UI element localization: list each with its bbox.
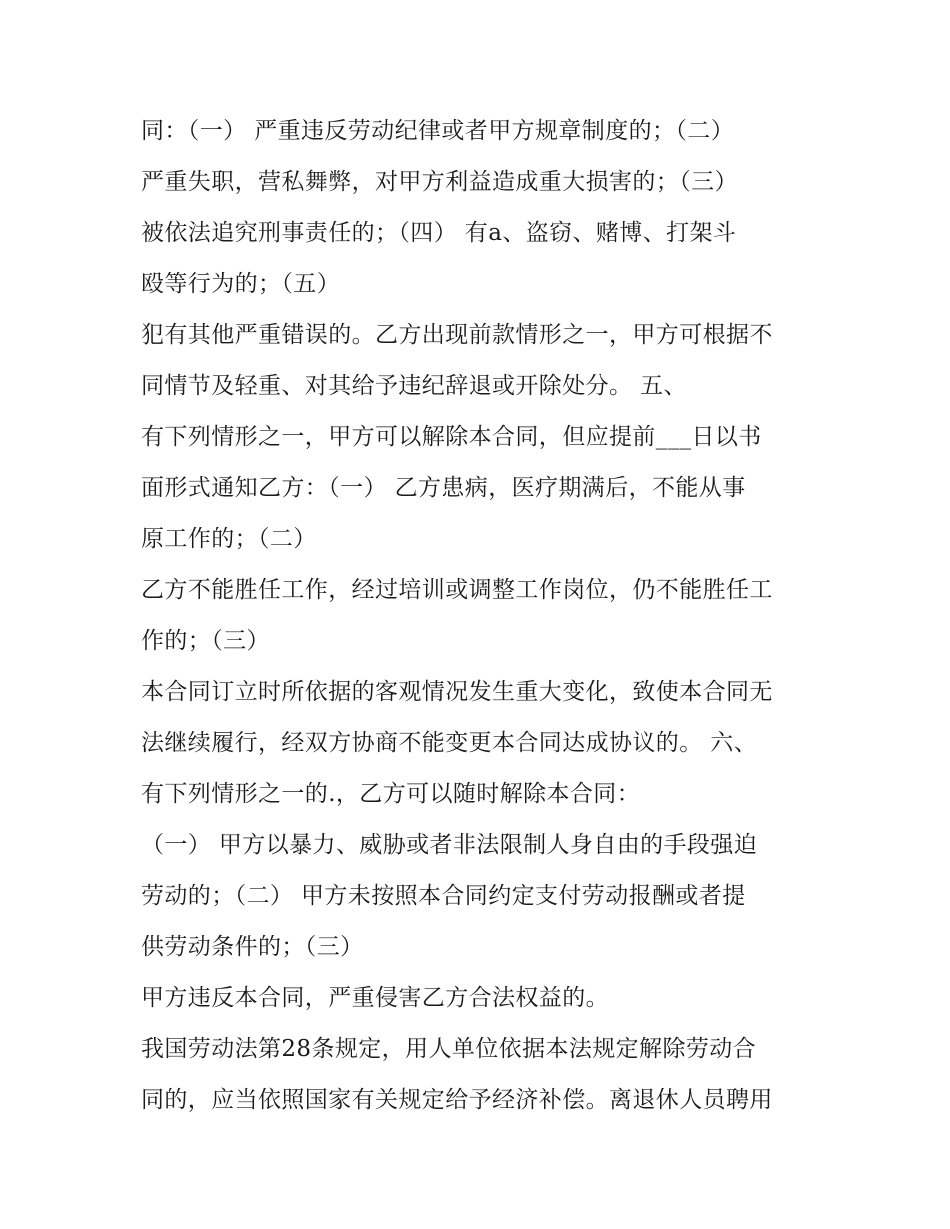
text-line: 同情节及轻重、对其给予违纪辞退或开除处分。 五、 [141, 373, 687, 399]
text-line: 供劳动条件的；（三） [141, 934, 364, 960]
text-line: 被依法追究刑事责任的；（四） 有a、盗窃、赌博、打架斗 [141, 220, 737, 246]
text-line: 有下列情形之一，甲方可以解除本合同，但应提前___日以书 [141, 424, 762, 450]
text-line: （一） 甲方以暴力、威胁或者非法限制人身自由的手段强迫 [141, 832, 758, 858]
text-line: 同：（一） 严重违反劳动纪律或者甲方规章制度的；（二） [141, 118, 735, 144]
text-line: 面形式通知乙方：（一） 乙方患病，医疗期满后，不能从事 [141, 475, 746, 501]
text-line: 殴等行为的；（五） [141, 271, 341, 297]
text-line: 有下列情形之一的.，乙方可以随时解除本合同： [141, 781, 641, 807]
text-line: 我国劳动法第28条规定，用人单位依据本法规定解除劳动合 [141, 1036, 757, 1062]
text-line: 乙方不能胜任工作，经过培训或调整工作岗位，仍不能胜任工 [141, 577, 773, 603]
text-line: 犯有其他严重错误的。乙方出现前款情形之一，甲方可根据不 [141, 322, 773, 348]
document-body [141, 106, 821, 1126]
text-line: 作的；（三） [141, 628, 270, 654]
text-line: 甲方违反本合同，严重侵害乙方合法权益的。 [141, 985, 609, 1011]
text-line: 劳动的；（二） 甲方未按照本合同约定支付劳动报酬或者提 [141, 883, 746, 909]
text-line: 本合同订立时所依据的客观情况发生重大变化，致使本合同无 [141, 679, 773, 705]
text-line: 同的，应当依照国家有关规定给予经济补偿。离退休人员聘用 [141, 1087, 773, 1113]
text-line: 原工作的；（二） [141, 526, 317, 552]
text-line: 严重失职，营私舞弊，对甲方利益造成重大损害的；（三） [141, 169, 738, 195]
text-line: 法继续履行，经双方协商不能变更本合同达成协议的。 六、 [141, 730, 758, 756]
